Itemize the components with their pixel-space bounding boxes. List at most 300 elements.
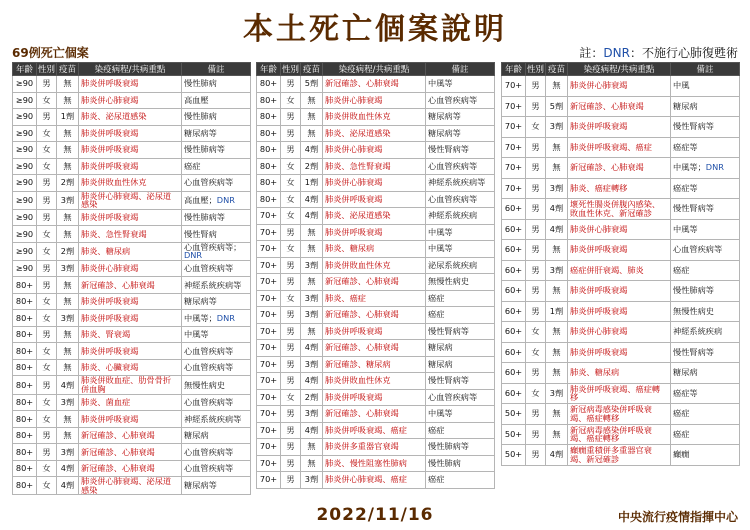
age-cell	[13, 411, 37, 428]
disease-course-cell	[568, 424, 671, 445]
sex-cell	[281, 76, 301, 93]
comorbidity-cell	[182, 394, 251, 411]
disease-course-cell	[79, 226, 182, 243]
age-cell	[257, 76, 281, 93]
age-text: ≥90	[15, 212, 34, 223]
comorbidity-text: 糖尿病	[428, 342, 453, 353]
age-cell	[502, 260, 526, 281]
note-dnr-code: DNR	[603, 46, 630, 60]
table-row	[13, 92, 251, 109]
sex-text: 女	[42, 296, 51, 307]
age-cell	[502, 445, 526, 466]
table-row	[502, 76, 740, 97]
sex-cell	[37, 444, 57, 461]
sex-cell	[37, 310, 57, 327]
vaccine-cell	[301, 274, 323, 291]
sex-cell	[526, 342, 546, 363]
table-row	[502, 301, 740, 322]
comorbidity-cell	[182, 76, 251, 93]
disease-course-cell	[568, 301, 671, 322]
age-text: 70+	[259, 375, 278, 386]
vaccine-text: 3劑	[549, 264, 564, 275]
sex-text: 男	[286, 375, 295, 386]
sex-text: 男	[286, 127, 295, 138]
age-text: 70+	[259, 441, 278, 452]
column-header: 年齡	[502, 63, 526, 76]
disease-course-text: 新冠確診、心肺衰竭	[325, 78, 399, 89]
age-cell	[13, 260, 37, 277]
comorbidity-cell	[671, 301, 740, 322]
age-text: ≥90	[15, 160, 34, 171]
age-text: 60+	[504, 203, 523, 214]
age-cell	[257, 92, 281, 109]
vaccine-cell	[546, 363, 568, 384]
comorbidity-cell	[182, 343, 251, 360]
sex-text: 女	[286, 94, 295, 105]
sex-text: 男	[531, 244, 540, 255]
disease-course-text: 肺炎併呼吸衰竭	[81, 212, 139, 223]
disease-course-cell	[323, 76, 426, 93]
vaccine-cell	[546, 219, 568, 240]
vaccine-cell	[546, 240, 568, 261]
vaccine-text: 4劑	[60, 379, 75, 390]
sex-text: 男	[531, 203, 540, 214]
comorbidity-cell	[182, 242, 251, 260]
comorbidity-cell	[182, 175, 251, 192]
comorbidity-text: 心血管疾病等	[184, 177, 234, 188]
comorbidity-text: 中風等	[673, 223, 698, 234]
vaccine-text: 3劑	[304, 474, 319, 485]
age-cell	[13, 326, 37, 343]
comorbidity-text: 癌症等	[673, 141, 698, 152]
comorbidity-text: 糖尿病	[673, 367, 698, 378]
table-row	[257, 257, 495, 274]
age-cell	[502, 424, 526, 445]
age-cell	[257, 406, 281, 423]
comorbidity-cell	[426, 472, 495, 489]
disease-course-cell	[323, 208, 426, 225]
vaccine-text: 無	[63, 329, 72, 340]
comorbidity-text: 神經系統疾病	[673, 326, 723, 337]
comorbidity-text: 無慢性病史	[673, 305, 714, 316]
vaccine-text: 4劑	[304, 342, 319, 353]
column-header: 疫苗	[57, 63, 79, 76]
disease-course-text: 肺炎併呼吸衰竭	[81, 296, 139, 307]
age-cell	[13, 125, 37, 142]
vaccine-text: 2劑	[304, 160, 319, 171]
table-row	[257, 92, 495, 109]
disease-course-text: 肺炎併心肺衰竭	[81, 263, 139, 274]
comorbidity-text: 癌症	[184, 160, 201, 171]
vaccine-text: 無	[552, 326, 561, 337]
table-header-row	[257, 63, 495, 76]
age-cell	[13, 92, 37, 109]
age-cell	[257, 241, 281, 258]
comorbidity-text: 慢性腎病等	[673, 121, 714, 132]
vaccine-text: 無	[63, 212, 72, 223]
age-cell	[257, 125, 281, 142]
vaccine-text: 3劑	[60, 263, 75, 274]
sex-text: 男	[42, 263, 51, 274]
vaccine-cell	[301, 241, 323, 258]
age-cell	[502, 117, 526, 138]
sex-cell	[37, 411, 57, 428]
table-header-row	[13, 63, 251, 76]
table-row	[13, 125, 251, 142]
vaccine-cell	[301, 422, 323, 439]
dnr-marker: DNR	[705, 162, 724, 173]
sex-cell	[37, 293, 57, 310]
sex-cell	[526, 445, 546, 466]
comorbidity-cell	[426, 257, 495, 274]
age-cell	[257, 422, 281, 439]
comorbidity-text: 心血管疾病等	[184, 345, 234, 356]
vaccine-cell	[57, 109, 79, 126]
comorbidity-cell	[182, 260, 251, 277]
vaccine-text: 4劑	[304, 144, 319, 155]
comorbidity-text: 癌症等	[673, 182, 698, 193]
comorbidity-text: 癌症	[673, 264, 690, 275]
vaccine-cell	[546, 281, 568, 302]
comorbidity-text: 慢性肺病等	[673, 285, 714, 296]
sex-text: 男	[42, 177, 51, 188]
age-text: ≥90	[15, 245, 34, 256]
table-row	[257, 191, 495, 208]
sex-cell	[281, 241, 301, 258]
age-text: ≥90	[15, 111, 34, 122]
age-cell	[13, 209, 37, 226]
sex-text: 男	[286, 226, 295, 237]
vaccine-cell	[57, 477, 79, 495]
age-cell	[257, 257, 281, 274]
sex-text: 女	[286, 210, 295, 221]
disease-course-text: 肺炎、腎衰竭	[81, 329, 131, 340]
disease-course-text: 肺炎併呼吸衰竭、癌症	[570, 141, 652, 152]
sex-text: 男	[286, 325, 295, 336]
vaccine-cell	[301, 389, 323, 406]
table-row	[257, 290, 495, 307]
disease-course-text: 新冠確診、心肺衰竭	[81, 446, 155, 457]
age-text: 80+	[259, 193, 278, 204]
comorbidity-text: 糖尿病	[428, 358, 453, 369]
sex-text: 男	[531, 182, 540, 193]
comorbidity-text: 癌症	[673, 428, 690, 439]
disease-course-text: 肺炎併心肺衰竭	[325, 177, 383, 188]
vaccine-text: 無	[307, 226, 316, 237]
sex-cell	[37, 427, 57, 444]
disease-course-cell	[568, 178, 671, 199]
disease-course-text: 肺炎、癌症	[325, 292, 366, 303]
column-header: 年齡	[13, 63, 37, 76]
age-text: 70+	[259, 424, 278, 435]
comorbidity-cell	[671, 424, 740, 445]
disease-course-text: 肺炎併呼吸衰竭	[81, 127, 139, 138]
table-row	[257, 224, 495, 241]
table-row	[13, 109, 251, 126]
vaccine-text: 3劑	[60, 312, 75, 323]
vaccine-cell	[57, 142, 79, 159]
comorbidity-text: 癲癇	[673, 449, 690, 460]
comorbidity-text: 神經系統疾病	[428, 210, 478, 221]
age-text: 60+	[504, 305, 523, 316]
disease-course-text: 肺炎併呼吸衰竭	[570, 346, 628, 357]
comorbidity-text: 慢性腎病等	[673, 346, 714, 357]
table-row	[257, 389, 495, 406]
case-table-3	[501, 62, 740, 466]
sex-cell	[281, 191, 301, 208]
sex-text: 女	[42, 480, 51, 491]
vaccine-cell	[301, 76, 323, 93]
table-row	[502, 178, 740, 199]
vaccine-text: 無	[63, 127, 72, 138]
vaccine-cell	[57, 427, 79, 444]
disease-course-text: 肺炎併呼吸衰竭	[81, 312, 139, 323]
vaccine-cell	[57, 175, 79, 192]
table-row	[13, 477, 251, 495]
disease-course-cell	[79, 142, 182, 159]
sex-cell	[281, 224, 301, 241]
sex-cell	[281, 92, 301, 109]
table-row	[502, 383, 740, 404]
table-row	[257, 241, 495, 258]
comorbidity-cell	[671, 240, 740, 261]
vaccine-text: 無	[552, 80, 561, 91]
age-cell	[13, 191, 37, 209]
sex-cell	[281, 455, 301, 472]
column-header: 疫苗	[546, 63, 568, 76]
comorbidity-text: 中風等	[184, 329, 209, 340]
sex-text: 女	[42, 362, 51, 373]
age-text: 80+	[15, 362, 34, 373]
age-text: 80+	[15, 279, 34, 290]
age-cell	[13, 142, 37, 159]
disease-course-cell	[79, 460, 182, 477]
comorbidity-text: 癌症等	[673, 387, 698, 398]
comorbidity-text: 中風等	[428, 78, 453, 89]
age-cell	[13, 226, 37, 243]
age-text: ≥90	[15, 194, 34, 205]
comorbidity-text: 心血管疾病等	[184, 446, 234, 457]
disease-course-text: 新冠確診、心肺衰竭	[570, 100, 644, 111]
vaccine-cell	[301, 208, 323, 225]
comorbidity-cell	[182, 444, 251, 461]
comorbidity-text: 中風等	[428, 408, 453, 419]
age-text: 70+	[259, 226, 278, 237]
disease-course-text: 肺炎併敗血性休克	[325, 259, 391, 270]
age-cell	[13, 460, 37, 477]
sex-text: 男	[286, 424, 295, 435]
age-text: 80+	[259, 94, 278, 105]
comorbidity-cell	[671, 158, 740, 179]
disease-course-cell	[568, 240, 671, 261]
sex-cell	[526, 219, 546, 240]
comorbidity-cell	[426, 92, 495, 109]
disease-course-text: 肺炎併心肺衰竭	[81, 94, 139, 105]
comorbidity-cell	[426, 389, 495, 406]
age-text: 70+	[259, 325, 278, 336]
age-cell	[13, 109, 37, 126]
table-row	[13, 427, 251, 444]
sex-text: 女	[42, 245, 51, 256]
sex-cell	[37, 376, 57, 394]
case-table-2	[256, 62, 495, 489]
comorbidity-cell	[182, 376, 251, 394]
disease-course-cell	[79, 158, 182, 175]
column-header: 備註	[182, 63, 251, 76]
comorbidity-cell	[671, 76, 740, 97]
age-cell	[13, 242, 37, 260]
disease-course-text: 肺炎併心肺衰竭、泌尿道感染	[81, 476, 172, 495]
vaccine-cell	[546, 199, 568, 220]
column-header: 染疫病程/共病重點	[323, 63, 426, 76]
disease-course-text: 新冠確診、心肺衰竭	[570, 162, 644, 173]
vaccine-cell	[57, 310, 79, 327]
disease-course-cell	[568, 281, 671, 302]
sex-text: 男	[531, 100, 540, 111]
comorbidity-text: 癌症	[428, 474, 445, 485]
vaccine-cell	[57, 191, 79, 209]
sex-text: 女	[531, 121, 540, 132]
vaccine-cell	[546, 322, 568, 343]
age-text: 70+	[259, 276, 278, 287]
age-text: 80+	[259, 127, 278, 138]
sex-cell	[281, 323, 301, 340]
disease-course-text: 肺炎併心肺衰竭	[570, 223, 628, 234]
table-row	[257, 356, 495, 373]
vaccine-text: 無	[307, 94, 316, 105]
disease-course-cell	[568, 363, 671, 384]
age-text: 80+	[15, 480, 34, 491]
disease-course-cell	[79, 242, 182, 260]
vaccine-text: 2劑	[60, 177, 75, 188]
vaccine-text: 4劑	[304, 193, 319, 204]
vaccine-cell	[57, 359, 79, 376]
comorbidity-cell	[182, 477, 251, 495]
comorbidity-cell	[671, 342, 740, 363]
vaccine-text: 無	[552, 408, 561, 419]
age-text: 80+	[15, 312, 34, 323]
sex-cell	[281, 373, 301, 390]
table-row	[502, 281, 740, 302]
sex-text: 女	[531, 387, 540, 398]
table-row	[502, 96, 740, 117]
vaccine-cell	[57, 158, 79, 175]
sex-text: 男	[286, 78, 295, 89]
sex-cell	[37, 460, 57, 477]
sex-text: 男	[42, 329, 51, 340]
disease-course-cell	[79, 444, 182, 461]
sex-cell	[281, 422, 301, 439]
table-row	[502, 240, 740, 261]
vaccine-cell	[546, 137, 568, 158]
age-text: 60+	[504, 264, 523, 275]
case-table-1	[12, 62, 251, 495]
comorbidity-text: 心血管疾病等；	[184, 241, 242, 252]
vaccine-cell	[546, 383, 568, 404]
sex-text: 男	[286, 276, 295, 287]
sex-text: 女	[42, 463, 51, 474]
age-cell	[13, 444, 37, 461]
comorbidity-text: 癌症	[428, 292, 445, 303]
disease-course-cell	[323, 224, 426, 241]
age-cell	[257, 323, 281, 340]
disease-course-cell	[79, 427, 182, 444]
comorbidity-cell	[182, 125, 251, 142]
comorbidity-text: 中風等	[428, 243, 453, 254]
comorbidity-cell	[671, 117, 740, 138]
vaccine-text: 4劑	[304, 375, 319, 386]
vaccine-text: 3劑	[60, 194, 75, 205]
column-header: 性別	[526, 63, 546, 76]
sex-cell	[37, 226, 57, 243]
column-header: 性別	[281, 63, 301, 76]
sex-text: 男	[531, 223, 540, 234]
age-cell	[257, 208, 281, 225]
table-row	[257, 373, 495, 390]
age-cell	[257, 274, 281, 291]
sex-cell	[37, 158, 57, 175]
sex-cell	[37, 260, 57, 277]
age-text: 80+	[259, 144, 278, 155]
disease-course-cell	[323, 439, 426, 456]
table-row	[13, 158, 251, 175]
vaccine-text: 無	[63, 144, 72, 155]
age-text: 60+	[504, 387, 523, 398]
comorbidity-cell	[426, 290, 495, 307]
vaccine-cell	[57, 242, 79, 260]
age-text: 70+	[259, 408, 278, 419]
disease-course-cell	[79, 209, 182, 226]
sex-cell	[526, 158, 546, 179]
vaccine-cell	[301, 406, 323, 423]
vaccine-cell	[301, 158, 323, 175]
disease-course-text: 肺炎併心肺衰竭	[570, 326, 628, 337]
comorbidity-cell	[182, 359, 251, 376]
age-text: 70+	[504, 80, 523, 91]
vaccine-text: 3劑	[304, 358, 319, 369]
comorbidity-text: 心血管疾病等	[184, 463, 234, 474]
table-row	[502, 424, 740, 445]
disease-course-text: 肺炎、急性腎衰竭	[81, 228, 147, 239]
age-text: ≥90	[15, 127, 34, 138]
sex-cell	[281, 439, 301, 456]
table-row	[502, 137, 740, 158]
table-row	[13, 411, 251, 428]
disease-course-text: 肺炎、糖尿病	[325, 243, 375, 254]
disease-course-cell	[323, 373, 426, 390]
disease-course-text: 肺炎、急性腎衰竭	[325, 160, 391, 171]
table-row	[257, 125, 495, 142]
age-text: 70+	[259, 474, 278, 485]
age-cell	[502, 199, 526, 220]
vaccine-text: 無	[552, 428, 561, 439]
comorbidity-cell	[182, 191, 251, 209]
comorbidity-cell	[182, 109, 251, 126]
vaccine-cell	[301, 175, 323, 192]
comorbidity-text: 神經系統疾病等	[184, 413, 242, 424]
age-text: 80+	[15, 345, 34, 356]
disease-course-cell	[568, 322, 671, 343]
sex-cell	[526, 240, 546, 261]
comorbidity-text: 糖尿病	[673, 100, 698, 111]
comorbidity-cell	[182, 460, 251, 477]
vaccine-text: 5劑	[549, 100, 564, 111]
disease-course-cell	[79, 394, 182, 411]
sex-text: 男	[42, 279, 51, 290]
disease-course-cell	[323, 472, 426, 489]
sex-text: 男	[42, 194, 51, 205]
disease-course-cell	[323, 241, 426, 258]
